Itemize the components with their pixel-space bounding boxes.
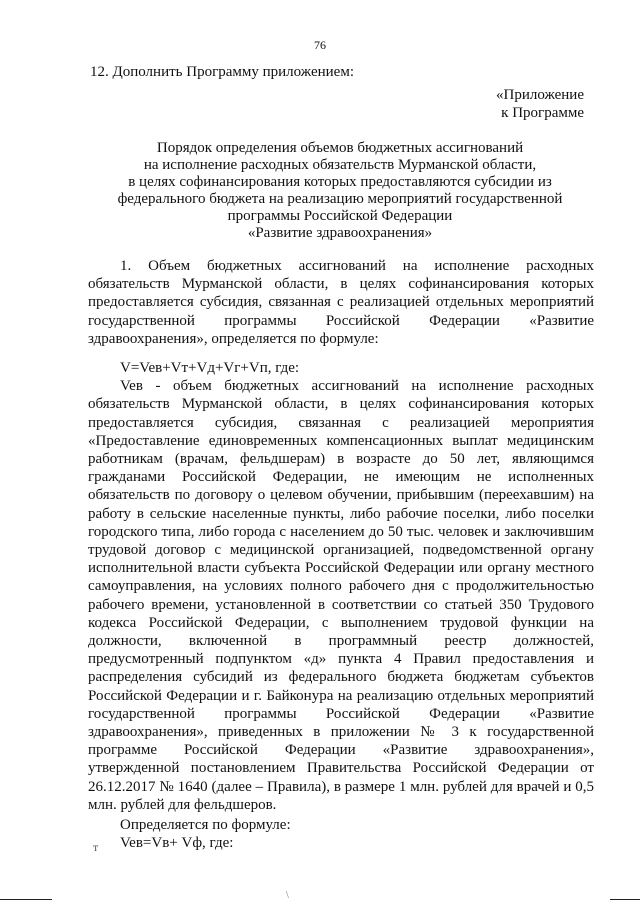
document-title <box>60 140 620 242</box>
formula-veb: Veв=Vв+ Vф, где: <box>120 835 234 852</box>
title-line: на исполнение расходных обязательств Мурманской области, <box>143 157 537 173</box>
title-line: Порядок определения объемов бюджетных ассигнований <box>156 140 524 156</box>
title-line: «Развитие здравоохранения» <box>247 225 433 241</box>
paragraph-veb-definition: Veв - объем бюджетных ассигнований на исполнение расходных обязательств Мурманской области, в целях софинансирования которых предоставляется субсидия, связанная с реализацией мероприятия «Предоставление единовременных компенсационных выплат медицинским работникам (врачам, фельдшерам) в возрасте до 50 лет, являющимся гражданами Российской Федерации, не имеющим не исполненных обязательств по договору о целевом обучении, прибывшим (переехавшим) на работу в сельские населенные пункты, либо рабочие поселки, либо поселки городского типа, либо города с населением до 50 тыс. человек и заключившим трудовой договор с медицинской организацией, подведомственной органу исполнительной власти субъекта Российской Федерации или органу местного самоуправления, на условиях полного рабочего дня с продолжительностью рабочего времени, установленной в соответствии со статьей 350 Трудового кодекса Российской Федерации, с выполнением трудовой функции на должности, включенной в программный реестр должностей, предусмотренный подпунктом «д» пункта 4 Правил предоставления и распределения субсидий из федерального бюджета бюджетам субъектов Российской Федерации и г. Байконура на реализацию отдельных мероприятий государственной программы Российской Федерации «Развитие здравоохранения», приведенных в приложении № 3 к государственной программе Российской Федерации «Развитие здравоохранения», утвержденной постановлением Правительства Российской Федерации от 26.12.2017 № 1640 (далее – Правила), в размере 1 млн. рублей для врачей и 0,5 млн. рублей для фельдшеров. <box>88 378 594 813</box>
margin-mark: т <box>93 840 99 854</box>
title-line: программы Российской Федерации <box>227 208 453 224</box>
document-body <box>88 257 594 853</box>
scan-edge-left <box>0 899 52 900</box>
title-line: федерального бюджета на реализацию мероприятий государственной <box>117 191 563 207</box>
page-number: 76 <box>314 38 326 52</box>
footer-mark: \ <box>286 890 289 901</box>
paragraph-formula-intro: Определяется по формуле: <box>120 817 291 834</box>
annex-label-line-1: «Приложение <box>495 87 584 103</box>
title-line: в целях софинансирования которых предоставляются субсидии из <box>128 174 552 190</box>
formula-total: V=Veв+Vт+Vд+Vг+Vп, где: <box>120 360 300 377</box>
paragraph-1: 1. Объем бюджетных ассигнований на исполнение расходных обязательств Мурманской области, в целях софинансирования которых предоставляется субсидия, связанная с реализацией отдельных мероприятий государственной программы Российской Федерации «Развитие здравоохранения», определяется по формуле: <box>88 258 594 347</box>
amendment-lead-text: 12. Дополнить Программу приложением: <box>90 64 354 80</box>
scan-edge-right <box>610 899 640 900</box>
annex-label-line-2: к Программе <box>501 105 584 121</box>
annex-label <box>496 86 584 122</box>
